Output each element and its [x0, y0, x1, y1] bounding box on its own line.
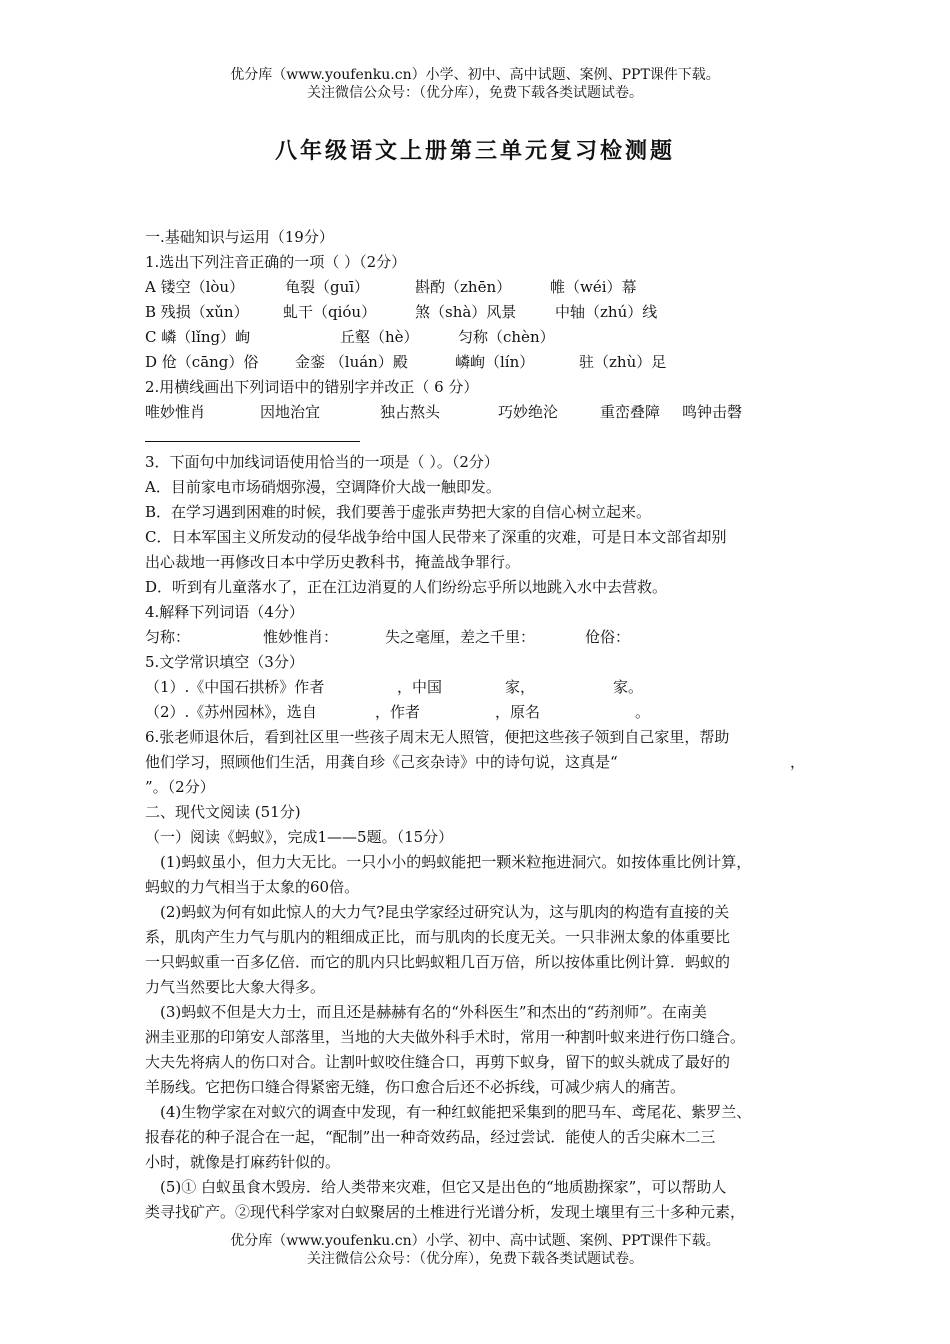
q4-item: 失之毫厘，差之千里：: [385, 628, 536, 646]
q1-a-1: A 镂空（lòu）: [145, 278, 245, 296]
para3-line: 洲圭亚那的印第安人部落里，当地的大夫做外科手术时，常用一种割叶蚁来进行伤口缝合。: [145, 1028, 746, 1046]
para2-line: 力气当然要比大象大得多。: [145, 978, 326, 996]
para2-line: 系，肌肉产生力气与肌内的粗细成正比，而与肌肉的长度无关。一只非洲太象的体重要比: [145, 928, 731, 946]
q5-l2-a: （2）.《苏州园林》，选自: [145, 703, 317, 721]
q2-word: 重峦叠障: [600, 403, 661, 421]
para5-line: 类寻找矿产。②现代科学家对白蚁聚居的土椎进行光谱分析，发现土壤里有三十多种元素，: [145, 1203, 746, 1221]
page-header: [0, 66, 950, 102]
reading-subheading: （一）阅读《蚂蚁》，完成1——5题。（15分）: [145, 828, 454, 846]
q2-word: 唯妙惟肖: [145, 403, 206, 421]
q1-d-2: 金銮 （luán）殿: [295, 353, 408, 371]
para2-line: 一只蚂蚁重一百多亿倍．而它的肌内只比蚂蚁粗几百万倍，所以按体重比例计算．蚂蚁的: [145, 953, 731, 971]
q6-l2-comma: ，: [790, 753, 806, 771]
q4-item: 惟妙惟肖：: [263, 628, 339, 646]
page-title: 八年级语文上册第三单元复习检测题: [274, 138, 675, 164]
para3-line: (3)蚂蚁不但是大力士，而且还是赫赫有名的“外科医生”和杰出的“药剂师”。在南美: [160, 1003, 707, 1021]
para4-line: (4)生物学家在对蚁穴的调查中发现，有一种红蚁能把采集到的肥马车、鸢尾花、紫罗兰、: [160, 1103, 752, 1121]
footer-line-2: 关注微信公众号：（优分库），免费下载各类试题试卷。: [307, 1251, 643, 1267]
para4-line: 报春花的种子混合在一起，“配制”出一种奇效药品，经过尝试．能使人的舌尖麻木二三: [145, 1128, 716, 1146]
q4-items: [145, 625, 820, 650]
q1-d-4: 驻（zhù）足: [579, 353, 667, 371]
q5-l2-d: 。: [635, 703, 651, 721]
q5-line1: [145, 675, 820, 700]
q4-item: 匀称：: [145, 628, 191, 646]
q1-option-a: [145, 275, 820, 300]
q1-b-3: 煞（shà）风景: [415, 303, 517, 321]
para3-line: 羊肠线。它把伤口缝合得紧密无缝，伤口愈合后还不必拆线，可减少病人的痛苦。: [145, 1078, 686, 1096]
q1-b-1: B 残损（xǔn）: [145, 303, 249, 321]
q2-answer-line: [145, 425, 820, 450]
para4-line: 小时，就像是打麻药针似的。: [145, 1153, 341, 1171]
exam-body: [145, 225, 820, 1225]
q1-option-c: [145, 325, 820, 350]
para3-line: 大夫先将病人的伤口对合。让割叶蚁咬住缝合口，再剪下蚁身，留下的蚁头就成了最好的: [145, 1053, 731, 1071]
q1-d-1: D 伧（cāng）俗: [145, 353, 259, 371]
q6-line3: ”。（2分）: [145, 778, 215, 796]
q6-line2: [145, 750, 820, 775]
q2-word: 鸣钟击磬: [682, 403, 743, 421]
answer-blank[interactable]: [145, 428, 360, 442]
q1-option-d: [145, 350, 820, 375]
q5-l1-a: （1）.《中国石拱桥》作者: [145, 678, 325, 696]
q1-a-4: 帷（wéi）幕: [550, 278, 637, 296]
q3-option-a: A．目前家电市场硝烟弥漫，空调降价大战一触即发。: [145, 478, 501, 496]
q6-l2-text: 他们学习，照顾他们生活，用龚自珍《己亥杂诗》中的诗句说，这真是“: [145, 753, 618, 771]
para5-line: (5)① 白蚁虽食木毁房．给人类带来灾难，但它又是出色的“地质勘探家”，可以帮助人: [160, 1178, 727, 1196]
q3-stem: 3．下面句中加线词语使用恰当的一项是（ ）。（2分）: [145, 453, 499, 471]
q2-words: [145, 400, 820, 425]
q1-c-2: 丘壑（hè）: [340, 328, 419, 346]
q3-option-b: B．在学习遇到困难的时候，我们要善于虚张声势把大家的自信心树立起来。: [145, 503, 652, 521]
q5-l2-c: ，原名: [495, 703, 541, 721]
q1-b-4: 中轴（zhú）线: [555, 303, 658, 321]
page-footer: [0, 1232, 950, 1268]
q1-stem: 1.选出下列注音正确的一项（ ）（2分）: [145, 253, 407, 271]
q4-stem: 4.解释下列词语（4分）: [145, 603, 304, 621]
q3-option-d: D．听到有儿童落水了，正在江边消夏的人们纷纷忘乎所以地跳入水中去营救。: [145, 578, 668, 596]
q5-l1-b: ，中国: [397, 678, 443, 696]
q1-d-3: 嶙峋（lín）: [455, 353, 535, 371]
q1-c-3: 匀称（chèn）: [458, 328, 555, 346]
para1-line: 蚂蚁的力气相当于太象的60倍。: [145, 878, 360, 896]
q2-word: 独占熬头: [380, 403, 441, 421]
q5-l1-d: 家。: [613, 678, 644, 696]
para1-line: (1)蚂蚁虽小，但力大无比。一只小小的蚂蚁能把一颗米粒拖进洞穴。如按体重比例计算，: [160, 853, 752, 871]
q2-word: 因地治宜: [260, 403, 321, 421]
para2-line: (2)蚂蚁为何有如此惊人的大力气?昆虫学家经过研究认为，这与肌肉的构造有直接的关: [160, 903, 730, 921]
q3-option-c-line1: C．日本军国主义所发动的侵华战争给中国人民带来了深重的灾难，可是日本文部省却别: [145, 528, 727, 546]
q5-stem: 5.文学常识填空（3分）: [145, 653, 304, 671]
q4-item: 伧俗：: [585, 628, 631, 646]
q5-line2: [145, 700, 820, 725]
header-line-1: 优分库（www.youfenku.cn）小学、初中、高中试题、案例、PPT课件下载。: [230, 67, 720, 83]
part1-heading: 一.基础知识与运用（19分）: [145, 228, 334, 246]
q5-l1-c: 家，: [505, 678, 536, 696]
q1-b-2: 虬干（qióu）: [283, 303, 377, 321]
q1-a-2: 龟裂（guī）: [285, 278, 370, 296]
q2-word: 巧妙绝沦: [498, 403, 559, 421]
q5-l2-b: ，作者: [375, 703, 421, 721]
q2-stem: 2.用横线画出下列词语中的错别字并改正（ 6 分）: [145, 378, 479, 396]
q1-a-3: 斟酌（zhēn）: [415, 278, 512, 296]
header-line-2: 关注微信公众号：（优分库），免费下载各类试题试卷。: [307, 85, 643, 101]
q6-line1: 6.张老师退休后，看到社区里一些孩子周末无人照管，便把这些孩子领到自己家里，帮助: [145, 728, 730, 746]
q3-option-c-line2: 出心裁地一再修改日本中学历史教科书，掩盖战争罪行。: [145, 553, 521, 571]
q1-option-b: [145, 300, 820, 325]
part2-heading: 二、现代文阅读 (51分): [145, 803, 301, 821]
footer-line-1: 优分库（www.youfenku.cn）小学、初中、高中试题、案例、PPT课件下载。: [230, 1233, 720, 1249]
q1-c-1: C 嶙（lǐng）峋: [145, 328, 251, 346]
